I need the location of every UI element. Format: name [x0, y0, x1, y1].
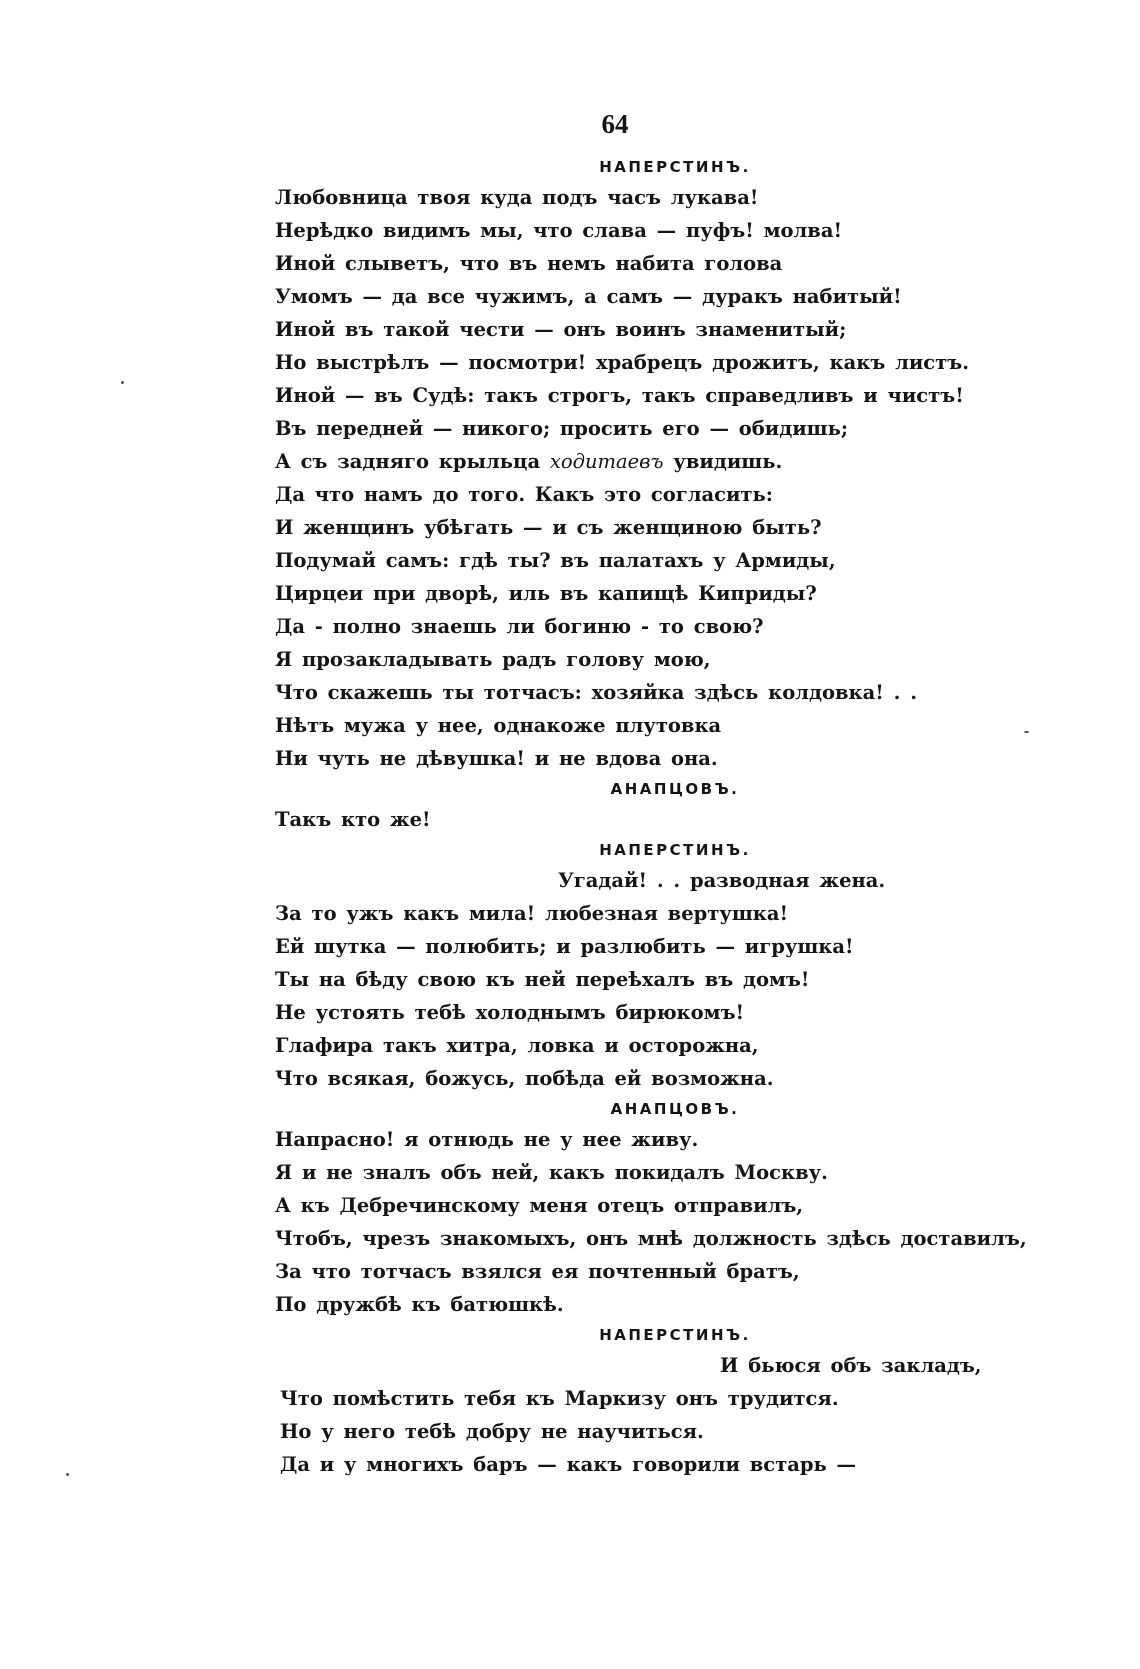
verse-line: Но у него тебѣ добру не научиться. [280, 1420, 704, 1443]
verse-line: Я и не зналъ объ ней, какъ покидалъ Москву. [275, 1161, 828, 1184]
page-number: 64 [601, 109, 629, 139]
verse-line-continued: Угадай! . . разводная жена. [558, 869, 886, 892]
verse-line: За то ужъ какъ мила! любезная вертушка! [275, 902, 789, 925]
verse-line: Ни чуть не дѣвушка! и не вдова она. [275, 747, 718, 770]
verse-text [275, 153, 1027, 1481]
speaker-name: АНАПЦОВЪ. [610, 780, 740, 798]
verse-line: Я прозакладывать радъ голову мою, [275, 648, 711, 671]
verse-line: Да - полно знаешь ли богиню - то свою? [275, 615, 764, 638]
verse-line: Умомъ — да все чужимъ, а самъ — дуракъ набитый! [275, 285, 902, 308]
verse-line [275, 445, 975, 478]
verse-line: Да что намъ до того. Какъ это согласить: [275, 483, 773, 506]
speaker-name: АНАПЦОВЪ. [610, 1100, 740, 1118]
verse-line: Не устоять тебѣ холоднымъ бирюкомъ! [275, 1001, 745, 1024]
speaker-name: НАПЕРСТИНЪ. [599, 841, 751, 859]
verse-line: Чтобъ, чрезъ знакомыхъ, онъ мнѣ должность здѣсь доставилъ, [275, 1227, 1027, 1250]
verse-line: Ты на бѣду свою къ ней переѣхалъ въ домъ! [275, 968, 810, 991]
verse-line: Что помѣстить тебя къ Маркизу онъ трудится. [280, 1387, 839, 1410]
speck [66, 1473, 69, 1476]
verse-line: Нѣтъ мужа у нее, однакоже плутовка [275, 714, 722, 737]
speaker-name: НАПЕРСТИНЪ. [599, 1326, 751, 1344]
verse-line: За что тотчасъ взялся ея почтенный братъ, [275, 1260, 800, 1283]
verse-line: А къ Дебречинскому меня отецъ отправилъ, [275, 1194, 804, 1217]
verse-line: Иной — въ Судѣ: такъ строгъ, такъ справедливъ и чистъ! [275, 384, 964, 407]
verse-line: И женщинъ убѣгать — и съ женщиною быть? [275, 516, 822, 539]
line-text: А съ задняго крыльца [275, 450, 550, 473]
speaker-name: НАПЕРСТИНЪ. [599, 158, 751, 176]
verse-line: Напрасно! я отнюдь не у нее живу. [275, 1128, 699, 1151]
verse-line: Иной въ такой чести — онъ воинъ знаменитый; [275, 318, 847, 341]
verse-line: Цирцеи при дворѣ, иль въ капищѣ Киприды? [275, 582, 817, 605]
speck [1024, 731, 1029, 733]
verse-line: Глафира такъ хитра, ловка и осторожна, [275, 1034, 759, 1057]
verse-line: Что всякая, божусь, побѣда ей возможна. [275, 1067, 774, 1090]
verse-line: Ей шутка — полюбить; и разлюбить — игрушка! [275, 935, 854, 958]
verse-line-continued: И бьюся объ закладъ, [720, 1354, 982, 1377]
verse-line: Да и у многихъ баръ — какъ говорили встарь — [280, 1453, 857, 1476]
verse-line: Въ передней — никого; просить его — обидишь; [275, 417, 849, 440]
verse-line: Любовница твоя куда подъ часъ лукава! [275, 186, 759, 209]
speck [121, 381, 124, 384]
verse-line: Подумай самъ: гдѣ ты? въ палатахъ у Армиды, [275, 549, 836, 572]
verse-line: По дружбѣ къ батюшкѣ. [275, 1293, 564, 1316]
verse-line: Иной слыветъ, что въ немъ набита голова [275, 252, 783, 275]
verse-line: Что скажешь ты тотчасъ: хозяйка здѣсь колдовка! . . [275, 681, 917, 704]
verse-line: Такъ кто же! [275, 808, 431, 831]
line-text: увидишь. [663, 450, 783, 473]
verse-line: Нерѣдко видимъ мы, что слава — пуфъ! молва! [275, 219, 843, 242]
italic-word: ходитаевъ [549, 450, 664, 473]
verse-line: Но выстрѣлъ — посмотри! храбрецъ дрожитъ, какъ листъ. [275, 351, 969, 374]
